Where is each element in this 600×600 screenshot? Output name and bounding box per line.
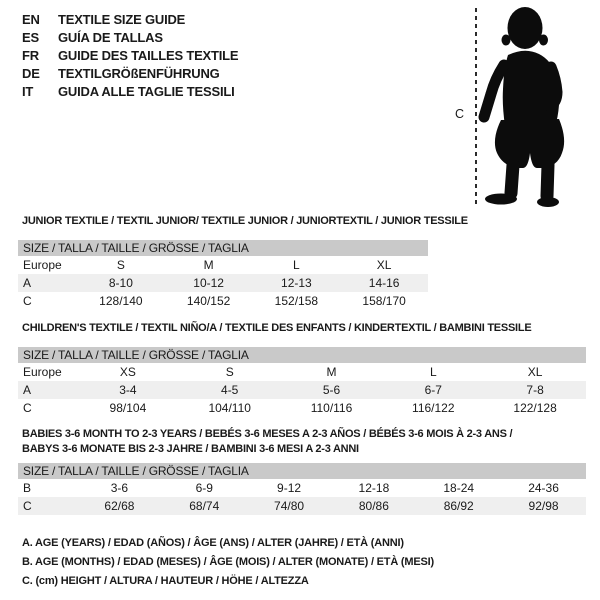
table-cell: 14-16 bbox=[368, 276, 400, 290]
language-code: ES bbox=[22, 30, 39, 45]
table-row bbox=[18, 497, 586, 515]
table-cell: 68/74 bbox=[189, 499, 220, 513]
footnote-line: A. AGE (YEARS) / EDAD (AÑOS) / ÂGE (ANS) / ALTER (JAHRE) / ETÀ (ANNI) bbox=[22, 537, 404, 549]
language-title: GUÍA DE TALLAS bbox=[58, 30, 163, 45]
size-table-header-bar: SIZE / TALLA / TAILLE / GRÖSSE / TAGLIA bbox=[18, 347, 586, 363]
footnote-legend bbox=[22, 534, 434, 591]
section-title bbox=[18, 214, 468, 229]
table-cell: S bbox=[116, 258, 125, 272]
table-cell: 140/152 bbox=[186, 294, 231, 308]
table-cell: 3-6 bbox=[110, 481, 129, 495]
footnote-line: B. AGE (MONTHS) / EDAD (MESES) / ÂGE (MOIS) / ALTER (MONATE) / ETÀ (MESI) bbox=[22, 556, 434, 568]
section-title-line: BABYS 3-6 MONATE BIS 2-3 JAHRE / BAMBINI 3-6 MESI A 2-3 ANNI bbox=[22, 443, 359, 455]
table-cell: 12-18 bbox=[358, 481, 390, 495]
size-table-section bbox=[18, 214, 468, 310]
table-cell: 74/80 bbox=[274, 499, 305, 513]
language-code: EN bbox=[22, 12, 40, 27]
section-title-line: JUNIOR TEXTILE / TEXTIL JUNIOR/ TEXTILE JUNIOR / JUNIORTEXTIL / JUNIOR TESSILE bbox=[22, 215, 468, 227]
table-cell: 8-10 bbox=[108, 276, 133, 290]
language-title: GUIDA ALLE TAGLIE TESSILI bbox=[58, 84, 235, 99]
table-cell: M bbox=[203, 258, 214, 272]
table-cell: 3-4 bbox=[119, 383, 137, 397]
table-cell: 6-7 bbox=[424, 383, 442, 397]
table-cell: L bbox=[293, 258, 300, 272]
table-row bbox=[18, 274, 428, 292]
size-table bbox=[18, 463, 586, 515]
language-title: TEXTILE SIZE GUIDE bbox=[58, 12, 186, 27]
language-code: FR bbox=[22, 48, 39, 63]
table-cell: M bbox=[326, 365, 337, 379]
row-label: C bbox=[23, 499, 32, 513]
table-cell: 128/140 bbox=[99, 294, 143, 308]
table-cell: 122/128 bbox=[513, 401, 557, 415]
table-cell: 62/68 bbox=[104, 499, 135, 513]
section-title-line: CHILDREN'S TEXTILE / TEXTIL NIÑO/A / TEXTILE DES ENFANTS / KINDERTEXTIL / BAMBINI TESSILE bbox=[22, 322, 532, 334]
language-row bbox=[22, 29, 238, 47]
table-cell: 10-12 bbox=[193, 276, 224, 290]
language-row bbox=[22, 11, 238, 29]
table-row bbox=[18, 399, 586, 417]
table-cell: L bbox=[429, 365, 437, 379]
table-cell: 4-5 bbox=[221, 383, 239, 397]
language-code: DE bbox=[22, 66, 40, 81]
language-row bbox=[22, 65, 238, 83]
size-table-header-bar: SIZE / TALLA / TAILLE / GRÖSSE / TAGLIA bbox=[18, 240, 428, 256]
baby-silhouette-icon bbox=[477, 4, 597, 216]
row-label: A bbox=[23, 276, 32, 290]
table-cell: 86/92 bbox=[443, 499, 474, 513]
row-label: C bbox=[23, 401, 32, 415]
table-cell: 7-8 bbox=[526, 383, 544, 397]
size-table bbox=[18, 347, 586, 417]
table-cell: 152/158 bbox=[274, 294, 319, 308]
table-cell: 98/104 bbox=[109, 401, 147, 415]
table-cell: XL bbox=[376, 258, 392, 272]
table-row bbox=[18, 479, 586, 497]
table-cell: XS bbox=[119, 365, 136, 379]
language-title-list bbox=[22, 11, 238, 101]
table-cell: S bbox=[225, 365, 234, 379]
table-cell: 6-9 bbox=[195, 481, 213, 495]
language-title: TEXTILGRÖßENFÜHRUNG bbox=[58, 66, 220, 81]
size-table-section bbox=[18, 427, 586, 515]
section-title-line: BABIES 3-6 MONTH TO 2-3 YEARS / BEBÉS 3-6 MESES A 2-3 AÑOS / BÉBÉS 3-6 MOIS À 2-3 ANS / bbox=[22, 428, 513, 440]
table-row bbox=[18, 256, 428, 274]
footnote-line: C. (cm) HEIGHT / ALTURA / HAUTEUR / HÖHE / ALTEZZA bbox=[22, 575, 309, 587]
row-label: B bbox=[23, 481, 32, 495]
measure-label-c: C bbox=[455, 107, 465, 121]
table-row bbox=[18, 363, 586, 381]
language-row bbox=[22, 47, 238, 65]
table-cell: 92/98 bbox=[528, 499, 559, 513]
section-title bbox=[18, 427, 586, 457]
table-cell: XL bbox=[527, 365, 543, 379]
table-row bbox=[18, 292, 428, 310]
size-table bbox=[18, 240, 428, 310]
table-cell: 18-24 bbox=[443, 481, 475, 495]
row-label: C bbox=[23, 294, 32, 308]
language-row bbox=[22, 83, 238, 101]
row-label: Europe bbox=[23, 365, 62, 379]
table-cell: 9-12 bbox=[277, 481, 302, 495]
language-title: GUIDE DES TAILLES TEXTILE bbox=[58, 48, 239, 63]
size-table-section bbox=[18, 321, 586, 417]
table-cell: 5-6 bbox=[322, 383, 341, 397]
row-label: A bbox=[23, 383, 32, 397]
table-cell: 116/122 bbox=[412, 401, 455, 415]
table-cell: 104/110 bbox=[208, 401, 251, 415]
table-row bbox=[18, 381, 586, 399]
row-label: Europe bbox=[23, 258, 62, 272]
table-cell: 158/170 bbox=[362, 294, 406, 308]
section-title bbox=[18, 321, 586, 336]
table-cell: 12-13 bbox=[281, 276, 312, 290]
language-code: IT bbox=[22, 84, 34, 99]
size-table-header-bar: SIZE / TALLA / TAILLE / GRÖSSE / TAGLIA bbox=[18, 463, 586, 479]
table-cell: 110/116 bbox=[310, 401, 353, 415]
table-cell: 80/86 bbox=[358, 499, 389, 513]
table-cell: 24-36 bbox=[528, 481, 559, 495]
